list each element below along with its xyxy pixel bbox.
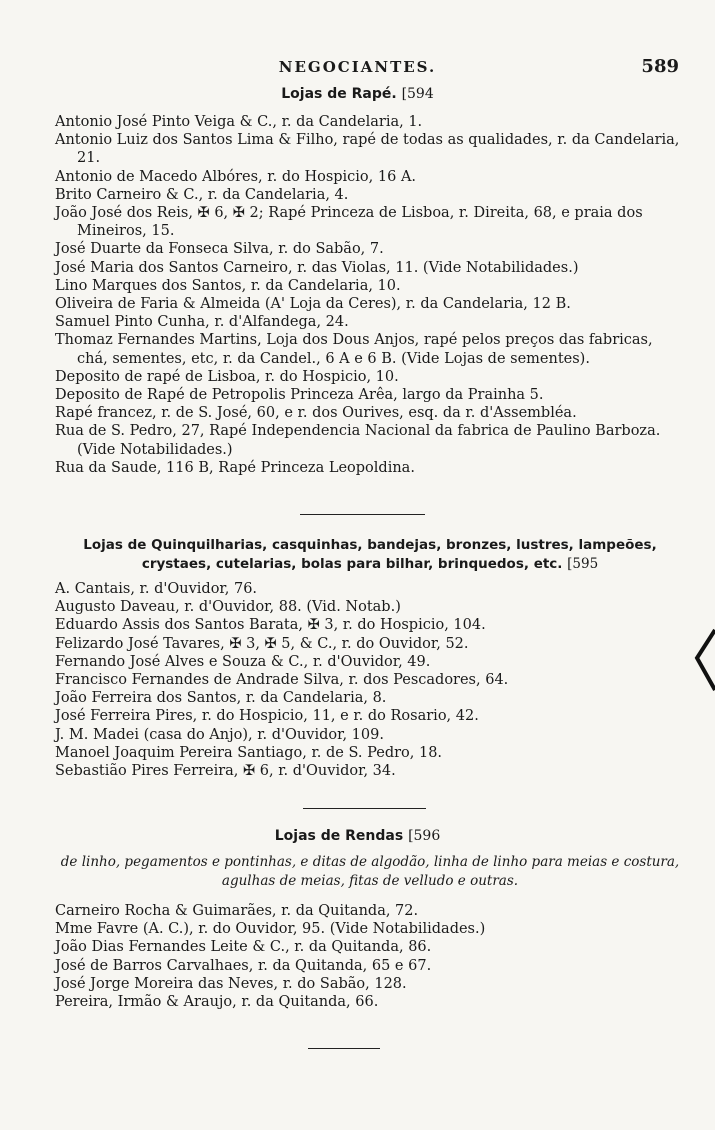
entry-list-rape bbox=[55, 113, 685, 477]
list-item: Antonio Luiz dos Santos Lima & Filho, rapé de todas as qualidades, r. da Candelaria, 21. bbox=[55, 132, 680, 167]
list-item: Augusto Daveau, r. d'Ouvidor, 88. (Vid. Notab.) bbox=[55, 599, 401, 616]
section-title: Lojas de Rapé. bbox=[281, 86, 397, 102]
section-divider bbox=[303, 808, 426, 809]
margin-bracket-mark bbox=[693, 628, 715, 692]
list-item: Rapé francez, r. de S. José, 60, e r. dos Ourives, esq. da r. d'Assembléa. bbox=[55, 405, 577, 422]
section-title: Lojas de Rendas bbox=[274, 828, 404, 844]
section-subtitle: de linho, pegamentos e pontinhas, e ditas de algodão, linha de linho para meias e costura, agulhas de meias, fitas de velludo e outras. bbox=[60, 854, 680, 889]
entry-list-rendas bbox=[55, 902, 685, 1011]
list-item: Thomaz Fernandes Martins, Loja dos Dous Anjos, rapé pelos preços das fabricas, chá, sementes, etc, r. da Candel., 6 A e 6 B. (Vide Lojas de sementes). bbox=[55, 332, 653, 367]
list-item: J. M. Madei (casa do Anjo), r. d'Ouvidor, 109. bbox=[55, 726, 384, 743]
list-item: Samuel Pinto Cunha, r. d'Alfandega, 24. bbox=[55, 314, 349, 331]
entry-list-quinquilharias bbox=[55, 580, 685, 780]
section-code: [595 bbox=[567, 556, 599, 572]
list-item: Lino Marques dos Santos, r. da Candelaria, 10. bbox=[55, 277, 401, 294]
list-item: João José dos Reis, ✠ 6, ✠ 2; Rapé Princeza de Lisboa, r. Direita, 68, e praia dos Mineiros, 15. bbox=[55, 205, 643, 240]
list-item: Felizardo José Tavares, ✠ 3, ✠ 5, & C., r. do Ouvidor, 52. bbox=[55, 635, 469, 652]
list-item: Carneiro Rocha & Guimarães, r. da Quitanda, 72. bbox=[55, 903, 419, 919]
list-item: Francisco Fernandes de Andrade Silva, r. dos Pescadores, 64. bbox=[55, 672, 509, 689]
list-item: Deposito de Rapé de Petropolis Princeza Arêa, largo da Prainha 5. bbox=[55, 387, 544, 404]
list-item: João Dias Fernandes Leite & C., r. da Quitanda, 86. bbox=[55, 939, 432, 956]
section-code: [596 bbox=[408, 828, 441, 844]
list-item: Oliveira de Faria & Almeida (A' Loja da Ceres), r. da Candelaria, 12 B. bbox=[55, 296, 571, 313]
section-heading-rendas bbox=[0, 828, 715, 844]
list-item: Manoel Joaquim Pereira Santiago, r. de S. Pedro, 18. bbox=[55, 744, 443, 761]
section-divider bbox=[300, 514, 425, 515]
list-item: Rua da Saude, 116 B, Rapé Princeza Leopoldina. bbox=[55, 459, 415, 476]
list-item: Antonio José Pinto Veiga & C., r. da Candelaria, 1. bbox=[55, 114, 423, 130]
section-title: Lojas de Quinquilharias, casquinhas, bandejas, bronzes, lustres, lampeões, crystaes, cutelarias, bolas para bilhar, brinquedos, etc. bbox=[83, 537, 657, 572]
list-item: José Jorge Moreira das Neves, r. do Sabão, 128. bbox=[55, 975, 407, 992]
list-item: José de Barros Carvalhaes, r. da Quitanda, 65 e 67. bbox=[55, 957, 432, 974]
list-item: A. Cantais, r. d'Ouvidor, 76. bbox=[55, 581, 258, 597]
page-end-divider bbox=[308, 1048, 380, 1049]
list-item: José Maria dos Santos Carneiro, r. das Violas, 11. (Vide Notabilidades.) bbox=[55, 259, 579, 276]
list-item: Deposito de rapé de Lisboa, r. do Hospicio, 10. bbox=[55, 368, 399, 385]
list-item: Rua de S. Pedro, 27, Rapé Independencia Nacional da fabrica de Paulino Barboza. (Vide Notabilidades.) bbox=[55, 423, 661, 458]
list-item: Brito Carneiro & C., r. da Candelaria, 4. bbox=[55, 186, 349, 203]
running-header-title: NEGOCIANTES. bbox=[278, 58, 437, 76]
list-item: Eduardo Assis dos Santos Barata, ✠ 3, r. do Hospicio, 104. bbox=[55, 617, 486, 634]
list-item: Antonio de Macedo Albóres, r. do Hospicio, 16 A. bbox=[55, 168, 417, 185]
list-item: João Ferreira dos Santos, r. da Candelaria, 8. bbox=[55, 690, 387, 707]
list-item: Pereira, Irmão & Araujo, r. da Quitanda, 66. bbox=[55, 994, 379, 1011]
list-item: José Ferreira Pires, r. do Hospicio, 11, e r. do Rosario, 42. bbox=[55, 708, 479, 725]
list-item: José Duarte da Fonseca Silva, r. do Sabão, 7. bbox=[55, 241, 384, 258]
section-heading-rape bbox=[0, 86, 715, 102]
list-item: Sebastião Pires Ferreira, ✠ 6, r. d'Ouvidor, 34. bbox=[55, 763, 396, 780]
list-item: Fernando José Alves e Souza & C., r. d'Ouvidor, 49. bbox=[55, 653, 431, 670]
list-item: Mme Favre (A. C.), r. do Ouvidor, 95. (Vide Notabilidades.) bbox=[55, 921, 486, 938]
section-code: [594 bbox=[401, 86, 434, 102]
page-number: 589 bbox=[641, 56, 679, 77]
section-heading-quinquilharias bbox=[50, 536, 690, 574]
